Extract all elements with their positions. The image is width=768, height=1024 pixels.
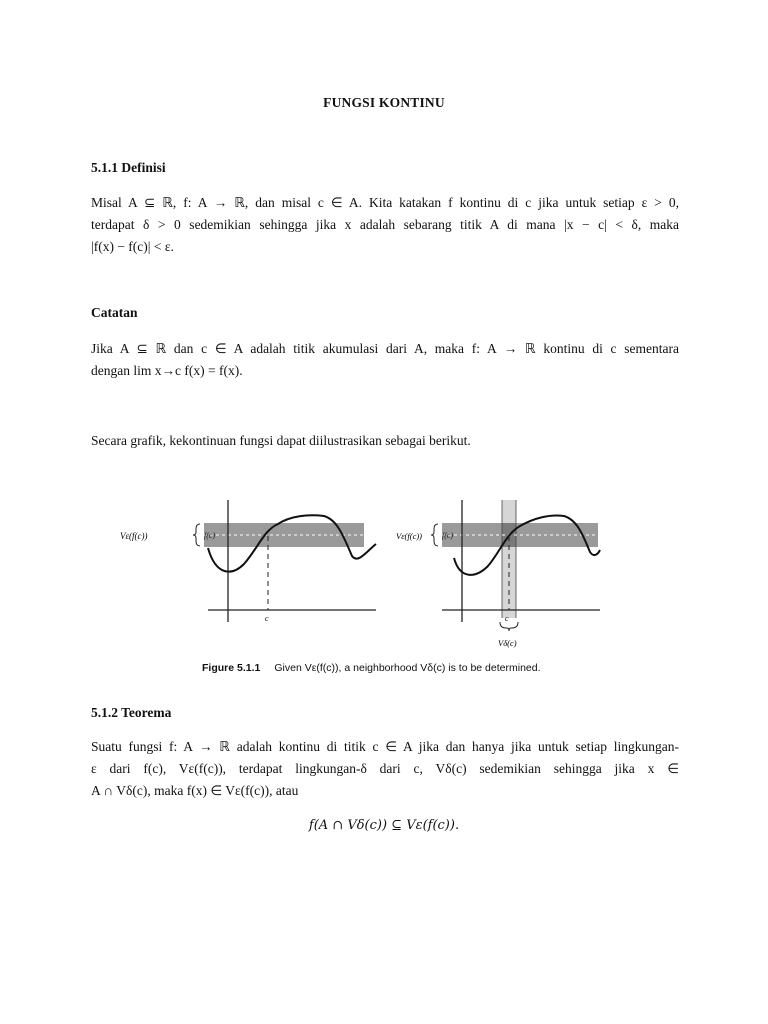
teorema-paragraph: [91, 736, 679, 802]
left-fc-label: f(c): [204, 531, 216, 540]
teorema-formula: f(A ∩ Vδ(c)) ⊆ Vε(f(c)).: [308, 818, 460, 833]
continuity-figure: [120, 492, 600, 682]
definisi-line-2: terdapat δ > 0 sedemikian sehingga jika x adalah sebarang titik A di mana |x − c| < δ, maka: [91, 217, 679, 232]
left-graph: [120, 500, 376, 623]
definisi-line-1: Misal A ⊆ ℝ, f: A → ℝ, dan misal c ∈ A. Kita katakan f kontinu di c jika untuk setiap ε > 0,: [91, 195, 679, 210]
left-brace: [193, 524, 200, 546]
page-title: FUNGSI KONTINU: [323, 95, 445, 110]
catatan-line-2: dengan lim x→c f(x) = f(x).: [91, 363, 243, 378]
right-graph: [396, 500, 600, 648]
figure-caption-text: Given Vε(f(c)), a neighborhood Vδ(c) is to be determined.: [274, 662, 541, 674]
figure-caption-label: Figure 5.1.1: [202, 662, 261, 674]
definisi-paragraph: [91, 192, 679, 258]
grafik-intro: Secara grafik, kekontinuan fungsi dapat diilustrasikan sebagai berikut.: [91, 433, 471, 448]
catatan-heading: Catatan: [91, 305, 138, 320]
definisi-heading: 5.1.1 Definisi: [91, 160, 166, 175]
right-neighborhood-label: Vε(f(c)): [396, 531, 422, 541]
catatan-line-1: Jika A ⊆ ℝ dan c ∈ A adalah titik akumulasi dari A, maka f: A → ℝ kontinu di c sementara: [91, 341, 679, 356]
right-delta-brace: [500, 622, 518, 631]
teorema-heading: 5.1.2 Teorema: [91, 705, 172, 720]
left-neighborhood-label: Vε(f(c)): [120, 531, 148, 541]
teorema-line-2: ε dari f(c), Vε(f(c)), terdapat lingkungan-δ dari c, Vδ(c) sedemikian sehingga jika x ∈: [91, 761, 679, 776]
right-brace: [431, 524, 438, 546]
catatan-paragraph: [91, 338, 679, 382]
right-c-label: c: [505, 614, 509, 623]
definisi-line-3: |f(x) − f(c)| < ε.: [91, 239, 174, 254]
teorema-line-3: A ∩ Vδ(c), maka f(x) ∈ Vε(f(c)), atau: [91, 783, 299, 798]
right-vdelta-label: Vδ(c): [498, 638, 517, 648]
teorema-line-1: Suatu fungsi f: A → ℝ adalah kontinu di titik c ∈ A jika dan hanya jika untuk setiap lingkungan-: [91, 739, 679, 754]
left-c-label: c: [265, 614, 269, 623]
right-fc-label: f(c): [442, 531, 454, 540]
figure-caption: [202, 662, 541, 674]
